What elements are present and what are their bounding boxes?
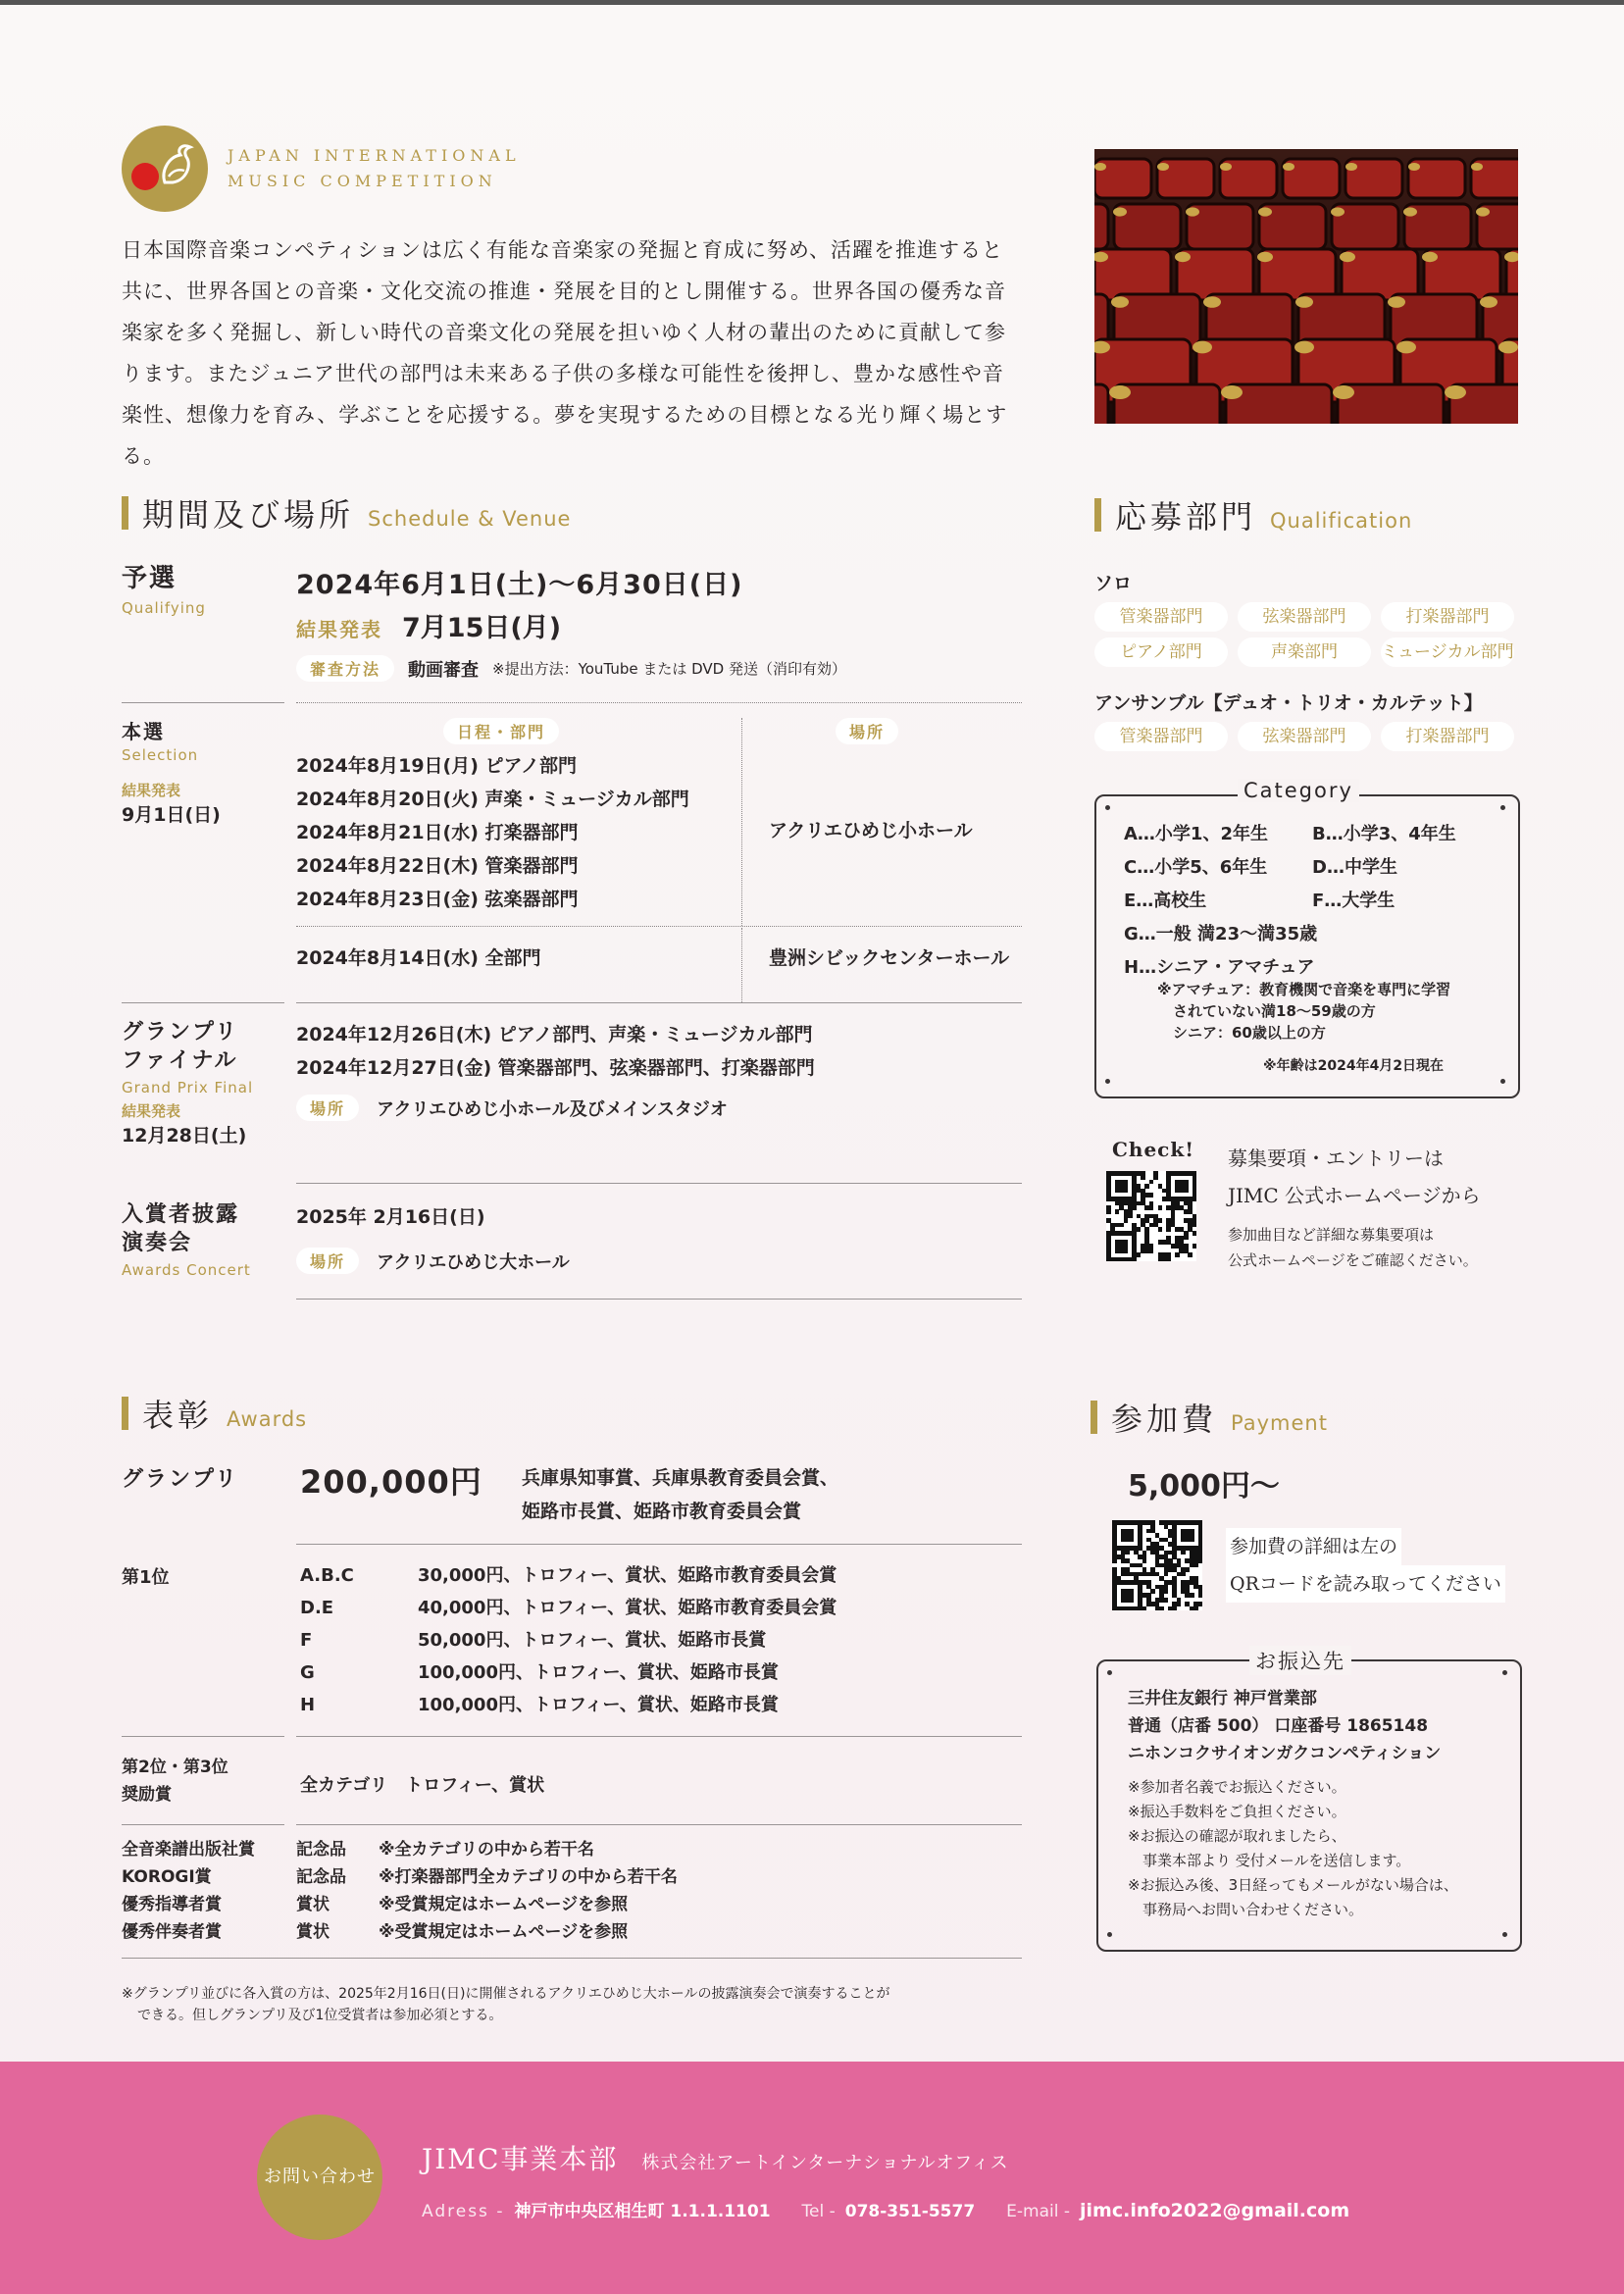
title-bar	[1094, 498, 1101, 532]
category-note: ※アマチュア：教育機関で音楽を専門に学習	[1157, 981, 1451, 998]
divider	[122, 1736, 284, 1737]
age-reference-note: ※年齢は2024年4月2日現在	[1263, 1058, 1445, 1074]
bank-info	[1128, 1685, 1441, 1767]
bird-icon	[159, 143, 194, 188]
corner-dot	[1105, 805, 1110, 810]
address-label: Adress -	[422, 2202, 505, 2221]
payment-qr-text	[1226, 1528, 1505, 1603]
concert-date: 2025年 2月16日(日)	[296, 1206, 485, 1228]
org-name: JIMC事業本部	[422, 2143, 619, 2175]
special-awards-list	[122, 1836, 678, 1946]
awards-footnote	[122, 1983, 889, 2026]
qualifying-label-en: Qualifying	[122, 599, 206, 617]
final-label-2: ファイナル	[122, 1048, 238, 1073]
qualifying-period: 2024年6月1日(土)〜6月30日(日)	[296, 570, 743, 600]
schedule-title-jp: 期間及び場所	[142, 496, 355, 534]
divider	[122, 1824, 284, 1825]
first-place-category: F	[300, 1630, 313, 1651]
schedule-title	[122, 490, 571, 535]
awards-title	[122, 1391, 307, 1436]
intro-line: 楽家を多く発掘し、新しい時代の音楽文化の発展を担いゆく人材の輩出のために貢献して参	[122, 321, 1006, 344]
transfer-note: 事務局へお問い合わせください。	[1128, 1901, 1364, 1918]
transfer-note: ※お振込み後、3日経ってもメールがない場合は、	[1128, 1876, 1458, 1894]
special-award-item: 記念品	[296, 1867, 346, 1887]
payment-amount: 5,000円〜	[1128, 1469, 1280, 1504]
concert-venue-pill: 場所	[296, 1248, 359, 1274]
special-award-row	[122, 1918, 678, 1946]
concert-venue	[296, 1248, 570, 1274]
footnote-line: できる。但しグランプリ及び1位受賞者は参加必須とする。	[137, 2008, 503, 2023]
footnote-line: ※グランプリ並びに各入賞の方は、2025年2月16日(日)に開催されるアクリエひめじ大ホールの披露演奏会で演奏することが	[122, 1986, 890, 2002]
schedule-title-en: Schedule & Venue	[368, 507, 572, 531]
divider	[296, 1183, 1022, 1184]
corner-dot	[1105, 1079, 1110, 1084]
qualification-title-en: Qualification	[1270, 509, 1413, 533]
selection-label-en: Selection	[122, 746, 199, 764]
method-pill: 審査方法	[296, 655, 394, 682]
check-line: 参加曲目など詳細な募集要項は	[1228, 1226, 1435, 1244]
solo-division: 声楽部門	[1238, 637, 1371, 667]
final-venue	[296, 1095, 728, 1121]
divider	[296, 1002, 1022, 1003]
category-item: G…一般 満23〜満35歳	[1124, 924, 1318, 944]
transfer-note: ※お振込の確認が取れましたら、	[1128, 1827, 1346, 1845]
selection-venue-2: 豊洲シビックセンターホール	[769, 947, 1010, 969]
entry-qr-code[interactable]	[1106, 1171, 1196, 1261]
divider	[296, 1824, 1022, 1825]
final-label-1: グランプリ	[122, 1020, 239, 1045]
solo-division: 管楽器部門	[1094, 602, 1228, 632]
divider	[296, 1736, 1022, 1737]
corner-dot	[1107, 1932, 1112, 1937]
ensemble-division: 管楽器部門	[1094, 722, 1228, 751]
transfer-note: 事業本部より 受付メールを送信します。	[1128, 1852, 1411, 1869]
divider	[296, 926, 1022, 927]
first-place-row	[300, 1657, 837, 1689]
special-award-note: ※打楽器部門全カテゴリの中から若干名	[379, 1867, 678, 1887]
selection-row: 2024年8月21日(水) 打楽器部門	[296, 822, 579, 843]
qualifying-label-jp: 予選	[122, 564, 178, 593]
top-border	[0, 0, 1624, 5]
intro-paragraph	[122, 229, 1043, 477]
first-place-category: D.E	[300, 1598, 334, 1618]
first-place-row	[300, 1559, 837, 1592]
corner-dot	[1107, 1670, 1112, 1675]
divider	[296, 702, 1022, 703]
special-award-note: ※全カテゴリの中から若干名	[379, 1840, 594, 1860]
selection-label-jp: 本選	[122, 720, 165, 743]
corner-dot	[1502, 1670, 1507, 1675]
selection-row: 2024年8月20日(火) 声楽・ミュージカル部門	[296, 789, 689, 810]
selection-row: 2024年8月19日(月) ピアノ部門	[296, 755, 578, 777]
special-award-item: 賞状	[296, 1895, 330, 1914]
special-award-note: ※受賞規定はホームページを参照	[379, 1895, 629, 1914]
column-separator	[741, 718, 742, 926]
divider	[122, 702, 284, 703]
first-place-prize: 100,000円、トロフィー、賞状、姫路市長賞	[418, 1662, 779, 1683]
gp-amount: 200,000円	[300, 1463, 482, 1501]
bank-line: 普通（店番 500） 口座番号 1865148	[1128, 1716, 1429, 1736]
special-award-name: KOROGI賞	[122, 1867, 212, 1887]
gp-label: グランプリ	[122, 1467, 239, 1492]
final-row: 2024年12月27日(金) 管楽器部門、弦楽器部門、打楽器部門	[296, 1057, 815, 1079]
awards-title-jp: 表彰	[142, 1397, 214, 1434]
first-place-row	[300, 1592, 837, 1624]
special-award-name: 優秀伴奏者賞	[122, 1922, 222, 1942]
corner-dot	[1500, 805, 1505, 810]
first-place-prize: 30,000円、トロフィー、賞状、姫路市教育委員会賞	[418, 1565, 837, 1586]
email-label: E-mail -	[1006, 2202, 1071, 2221]
transfer-note: ※振込手数料をご負担ください。	[1128, 1803, 1346, 1820]
divider	[296, 1299, 1022, 1300]
divider	[122, 1002, 284, 1003]
special-award-item: 賞状	[296, 1922, 330, 1942]
first-place-prize: 100,000円、トロフィー、賞状、姫路市長賞	[418, 1695, 779, 1715]
intro-line: 楽性、想像力を育み、学ぶことを応援する。夢を実現するための目標となる光り輝く場とする。	[122, 403, 1008, 468]
solo-division: 打楽器部門	[1381, 602, 1514, 632]
second-label-2: 奨励賞	[122, 1785, 172, 1805]
final-schedule	[296, 1018, 815, 1085]
first-place-label: 第1位	[122, 1567, 170, 1588]
payment-qr-line: 参加費の詳細は左の	[1226, 1528, 1401, 1565]
column-separator	[741, 928, 742, 1002]
logo-line1: JAPAN INTERNATIONAL	[228, 146, 521, 165]
final-venue-name: アクリエひめじ小ホール及びメインスタジオ	[377, 1098, 728, 1120]
special-award-name: 全音楽譜出版社賞	[122, 1840, 255, 1860]
intro-line: 共に、世界各国との音楽・文化交流の推進・発展を目的とし開催する。世界各国の優秀な音	[122, 280, 1006, 303]
qualifying-method	[296, 655, 846, 682]
transfer-note: ※参加者名義でお振込ください。	[1128, 1778, 1346, 1796]
payment-qr-line: QRコードを読み取ってください	[1226, 1565, 1505, 1603]
qualifying-result-date: 7月15日(月)	[402, 613, 562, 643]
final-label	[122, 1018, 253, 1147]
selection-result-label: 結果発表	[122, 782, 181, 799]
category-item: H…シニア・アマチュア	[1124, 957, 1315, 978]
corner-dot	[1500, 1079, 1505, 1084]
ensemble-label: アンサンブル【デュオ・トリオ・カルテット】	[1094, 692, 1483, 714]
solo-division: 弦楽器部門	[1238, 602, 1371, 632]
red-dot-icon	[131, 163, 159, 190]
method-value: 動画審査	[408, 659, 480, 681]
category-item: B…小学3、4年生	[1312, 824, 1456, 844]
first-place-category: H	[300, 1695, 316, 1715]
first-place-row	[300, 1624, 837, 1657]
second-third-text: 全カテゴリ トロフィー、賞状	[300, 1775, 545, 1796]
footer-contact	[422, 2197, 1349, 2221]
selection-row: 2024年8月23日(金) 弦楽器部門	[296, 889, 579, 910]
title-bar	[1091, 1401, 1097, 1434]
category-note: されていない満18〜59歳の方	[1173, 1002, 1376, 1020]
check-line: 募集要項・エントリーは	[1228, 1147, 1444, 1170]
payment-qr-code[interactable]	[1112, 1520, 1202, 1610]
special-award-item: 記念品	[296, 1840, 346, 1860]
solo-division: ミュージカル部門	[1381, 637, 1514, 667]
qualifying-label	[122, 565, 206, 617]
col-venue-pill: 場所	[836, 718, 898, 744]
category-item: F…大学生	[1312, 891, 1396, 911]
bank-line: 三井住友銀行 神戸営業部	[1128, 1689, 1317, 1708]
company-name: 株式会社アートインターナショナルオフィス	[641, 2153, 1009, 2173]
tel-label: Tel -	[801, 2202, 836, 2221]
payment-title-en: Payment	[1231, 1411, 1328, 1435]
special-award-row	[122, 1836, 678, 1863]
final-row: 2024年12月26日(木) ピアノ部門、声楽・ミュージカル部門	[296, 1024, 813, 1045]
col-venue-header	[836, 718, 898, 744]
logo-line2: MUSIC COMPETITION	[228, 172, 497, 190]
selection-schedule-list	[296, 749, 689, 916]
intro-line: 日本国際音楽コンペティションは広く有能な音楽家の発掘と育成に努め、活躍を推進すると	[122, 238, 1004, 262]
check-line: 公式ホームページをご確認ください。	[1228, 1251, 1478, 1269]
first-place-prize: 50,000円、トロフィー、賞状、姫路市長賞	[418, 1630, 767, 1651]
concert-venue-name: アクリエひめじ大ホール	[377, 1251, 570, 1273]
title-bar	[122, 496, 128, 530]
qualification-title	[1094, 492, 1412, 537]
concert-hall-seats-photo	[1094, 149, 1518, 424]
category-item: A…小学1、2年生	[1124, 824, 1268, 844]
selection-result-date: 9月1日(日)	[122, 804, 221, 826]
second-third-label	[122, 1754, 228, 1809]
category-item: C…小学5、6年生	[1124, 857, 1268, 878]
special-award-note: ※受賞規定はホームページを参照	[379, 1922, 629, 1942]
transfer-notes	[1128, 1775, 1458, 1922]
footer-band	[0, 2062, 1624, 2294]
first-place-category: G	[300, 1662, 315, 1683]
footer-org	[422, 2138, 1009, 2177]
divider	[122, 1958, 1022, 1959]
check-label: Check!	[1112, 1138, 1194, 1161]
concert-label	[122, 1200, 251, 1279]
title-bar	[122, 1397, 128, 1430]
category-title: Category	[1238, 779, 1359, 802]
bank-line: ニホンコクサイオンガクコンペティション	[1128, 1744, 1442, 1763]
solo-label: ソロ	[1094, 573, 1133, 594]
qualifying-result	[296, 606, 561, 644]
tel[interactable]: 078-351-5577	[844, 2202, 976, 2221]
gp-award-line: 姫路市長賞、姫路市教育委員会賞	[522, 1501, 802, 1522]
special-award-name: 優秀指導者賞	[122, 1895, 222, 1914]
category-item: E…高校生	[1124, 891, 1207, 911]
logo-text	[228, 143, 521, 194]
special-award-row	[122, 1863, 678, 1891]
category-notes	[1157, 979, 1450, 1044]
second-label-1: 第2位・第3位	[122, 1758, 228, 1777]
payment-title-jp: 参加費	[1111, 1401, 1218, 1438]
concert-label-2: 演奏会	[122, 1231, 193, 1255]
address: 神戸市中央区相生町 1.1.1.1101	[514, 2202, 771, 2221]
check-subtext	[1228, 1222, 1478, 1273]
first-place-list	[300, 1559, 837, 1721]
email[interactable]: jimc.info2022@gmail.com	[1080, 2200, 1350, 2221]
category-item: D…中学生	[1312, 857, 1397, 878]
check-line: JIMC 公式ホームページから	[1228, 1184, 1481, 1207]
inquiry-badge: お問い合わせ	[257, 2115, 382, 2240]
final-result-date: 12月28日(土)	[122, 1125, 247, 1147]
col-date-header	[443, 718, 559, 744]
concert-label-1: 入賞者披露	[122, 1202, 240, 1227]
selection-row-all: 2024年8月14日(水) 全部門	[296, 947, 541, 969]
selection-row: 2024年8月22日(木) 管楽器部門	[296, 855, 579, 877]
first-place-category: A.B.C	[300, 1565, 354, 1586]
final-venue-pill: 場所	[296, 1095, 359, 1121]
first-place-row	[300, 1689, 837, 1721]
corner-dot	[1502, 1932, 1507, 1937]
selection-venue-1: アクリエひめじ小ホール	[769, 820, 973, 841]
final-label-en: Grand Prix Final	[122, 1079, 254, 1096]
concert-label-en: Awards Concert	[122, 1261, 251, 1279]
awards-title-en: Awards	[227, 1407, 308, 1431]
category-list	[1124, 818, 1456, 985]
divider	[296, 1544, 1022, 1545]
col-date-pill: 日程・部門	[443, 718, 559, 744]
final-result-label: 結果発表	[122, 1102, 181, 1120]
gp-award-line: 兵庫県知事賞、兵庫県教育委員会賞、	[522, 1467, 839, 1489]
payment-title	[1091, 1395, 1328, 1440]
check-text	[1228, 1140, 1481, 1214]
category-note: シニア：60歳以上の方	[1173, 1024, 1326, 1042]
ensemble-division: 弦楽器部門	[1238, 722, 1371, 751]
jimc-logo	[122, 126, 208, 212]
intro-line: ります。またジュニア世代の部門は未来ある子供の多様な可能性を後押し、豊かな感性や音	[122, 362, 1004, 385]
special-award-row	[122, 1891, 678, 1918]
first-place-prize: 40,000円、トロフィー、賞状、姫路市教育委員会賞	[418, 1598, 837, 1618]
qualifying-result-label: 結果発表	[296, 618, 382, 641]
ensemble-division: 打楽器部門	[1381, 722, 1514, 751]
gp-awards	[522, 1461, 838, 1528]
method-note: ※提出方法：YouTube または DVD 発送（消印有効）	[492, 660, 846, 678]
qualification-title-jp: 応募部門	[1115, 498, 1257, 535]
selection-label	[122, 718, 221, 827]
solo-division: ピアノ部門	[1094, 637, 1228, 667]
transfer-title: お振込先	[1249, 1646, 1351, 1675]
